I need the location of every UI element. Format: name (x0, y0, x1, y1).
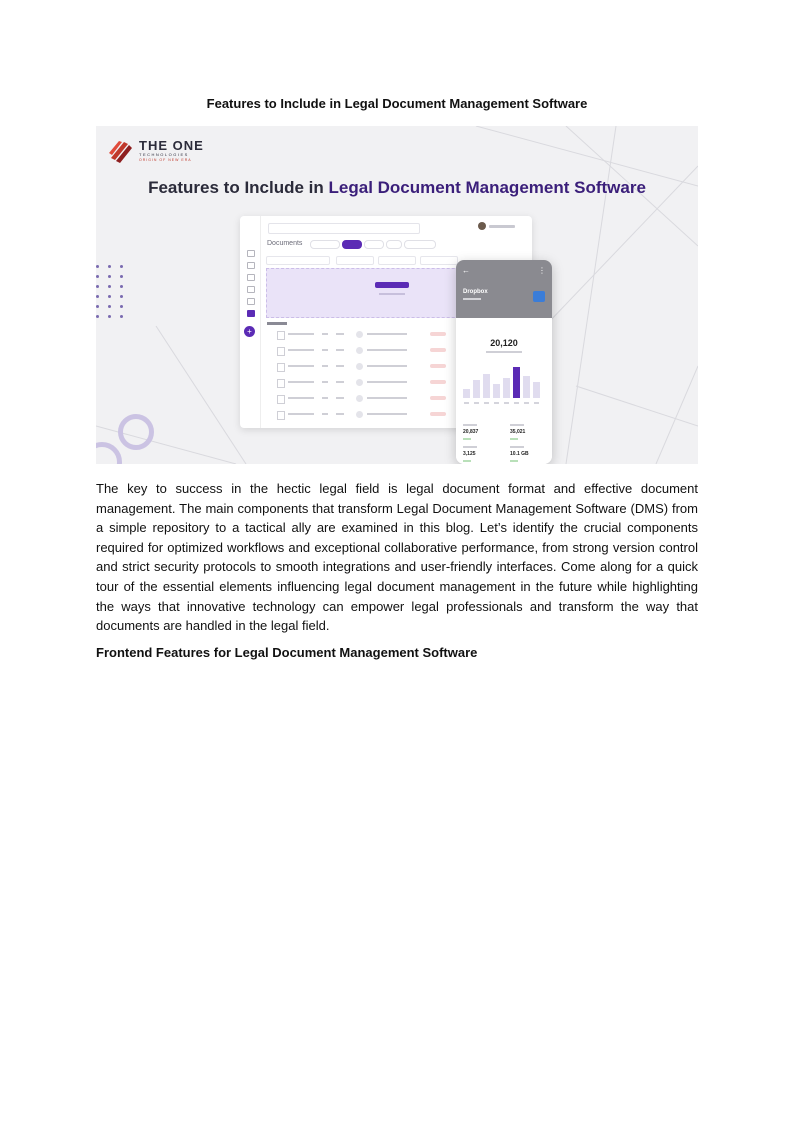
phone-total: 20,120 (490, 338, 518, 348)
phone-stat: 35,021 (510, 429, 526, 435)
search-icon (268, 223, 420, 234)
dropbox-icon (533, 291, 545, 302)
recents-label (267, 322, 287, 325)
filter-select (378, 256, 416, 265)
banner-heading (96, 178, 698, 198)
document-title: Features to Include in Legal Document Management Software (206, 96, 588, 111)
section-heading: Frontend Features for Legal Document Management Software (96, 645, 478, 660)
filter-chip (386, 240, 402, 249)
filter-chip (364, 240, 384, 249)
phone-stat: 20,837 (463, 429, 479, 435)
filter-input (266, 256, 330, 265)
filter-chip (310, 240, 340, 249)
table-row (266, 378, 456, 388)
more-icon: ⋮ (538, 266, 546, 275)
decorative-dot-grid (96, 265, 132, 318)
filter-chip (404, 240, 436, 249)
chat-icon (247, 286, 255, 293)
table-row (266, 346, 456, 356)
filter-chip-active (342, 240, 362, 249)
logo-mark-icon (108, 138, 134, 164)
intro-paragraph: The key to success in the hectic legal field is legal document format and effective document management. The main components that transform Legal Document Management Software (DMS) from a simple repository to a tactical ally are examined in this blog. Let’s identify the crucial components required for optimized workflows and exceptional collaborative performance, from strong version control and strict security protocols to smooth integrations and user-friendly interfaces. Come along for a quick tour of the essential elements influencing legal document management in the future while highlighting the ways that innovative technology can empower legal professionals and transform the way that documents are handled in the legal field. (96, 481, 698, 634)
documents-icon (247, 310, 255, 317)
banner-heading-plain: Features to Include in (148, 178, 329, 197)
logo-tagline: ORIGIN OF NEW ERA (139, 158, 192, 162)
folder-icon (247, 298, 255, 305)
banner-heading-highlight: Legal Document Management Software (328, 178, 646, 197)
dashboard-section-label: Documents (267, 240, 303, 247)
back-arrow-icon: ← (462, 266, 470, 275)
dashboard-sidebar (240, 216, 261, 428)
phone-bar-graphic (463, 366, 545, 398)
table-row (266, 410, 456, 420)
phone-stat: 10.1 GB (510, 451, 529, 457)
avatar-icon (478, 222, 515, 230)
table-row (266, 330, 456, 340)
company-logo (108, 138, 204, 164)
phone-mockup (456, 260, 552, 464)
phone-stat: 3,125 (463, 451, 476, 457)
hero-banner-image (96, 126, 698, 464)
phone-app-name: Dropbox (463, 289, 488, 295)
menu-icon (247, 250, 255, 257)
user-icon (247, 274, 255, 281)
logo-name: THE ONE (139, 138, 204, 153)
logo-subtitle: TECHNOLOGIES (139, 152, 189, 157)
filter-select (336, 256, 374, 265)
table-row (266, 394, 456, 404)
phone-header (456, 260, 552, 318)
plus-icon: + (244, 326, 255, 337)
table-row (266, 362, 456, 372)
home-icon (247, 262, 255, 269)
filter-select (420, 256, 458, 265)
decorative-ring (118, 414, 154, 450)
phone-stats-card (456, 318, 552, 464)
